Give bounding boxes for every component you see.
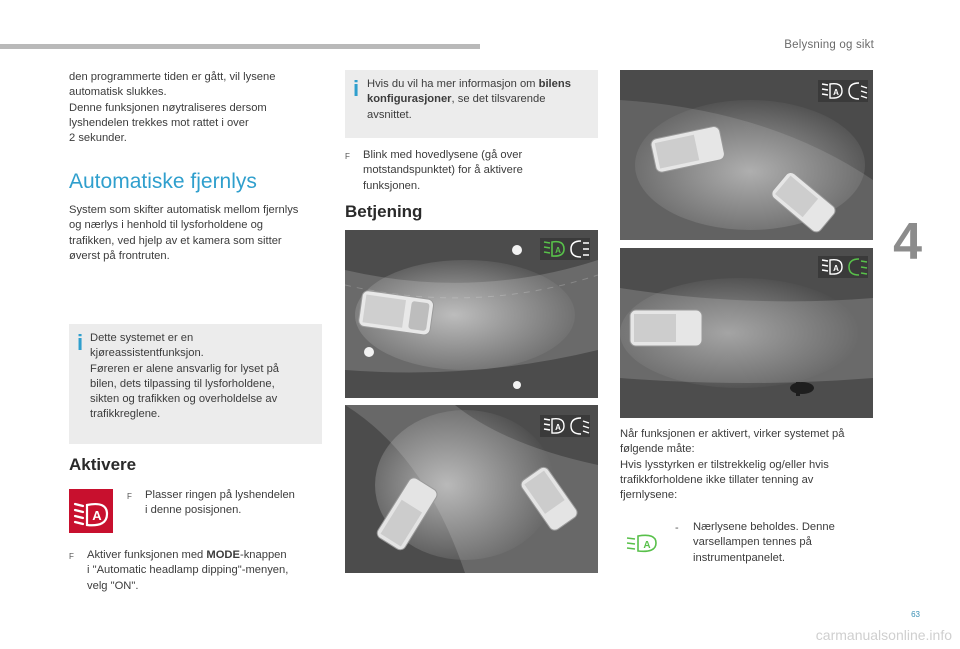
step-1-text: Plasser ringen på lyshendelen i denne posisjonen. bbox=[145, 489, 295, 517]
bullet-marker: F bbox=[345, 152, 350, 161]
heading-activate: Aktivere bbox=[69, 455, 137, 474]
mode-button-label: MODE bbox=[206, 549, 240, 561]
svg-text:A: A bbox=[555, 423, 561, 432]
info-box-configuration bbox=[345, 70, 598, 138]
info-post: , se det tilsvarende avsnittet. bbox=[367, 93, 546, 121]
bullet-marker: F bbox=[127, 492, 132, 501]
step-2 bbox=[69, 548, 324, 594]
info-text bbox=[367, 77, 593, 123]
svg-text:A: A bbox=[643, 540, 651, 551]
illustration-oncoming-vehicle bbox=[345, 405, 598, 573]
illustration-low-beam-street bbox=[620, 248, 873, 418]
dipped-beam-icon bbox=[624, 530, 664, 556]
info-pre: Hvis du vil ha mer informasjon om bbox=[367, 78, 539, 90]
heading-operation: Betjening bbox=[345, 202, 423, 221]
step-2-pre: Aktiver funksjonen med bbox=[87, 549, 207, 561]
watermark: carmanualsonline.info bbox=[815, 627, 952, 643]
info-icon: i bbox=[77, 330, 84, 355]
operation-paragraph: Når funksjonen er aktivert, virker systemet på følgende måte: Hvis lysstyrken er tilstrekkelig og/eller hvis trafikkforholdene ikke tillater tenning av fjernlysene: bbox=[620, 428, 845, 502]
illustration-high-beam-empty-road bbox=[345, 230, 598, 398]
step-2-text bbox=[87, 548, 288, 594]
dipped-beam-text: Nærlysene beholdes. Denne varsellampen tennes på instrumentpanelet. bbox=[693, 521, 835, 564]
info-box-driver-responsibility bbox=[69, 324, 322, 444]
header-rule bbox=[0, 44, 480, 49]
page-number: 63 bbox=[911, 610, 920, 619]
dipped-beam-item bbox=[675, 520, 865, 566]
step-1 bbox=[127, 488, 317, 519]
svg-text:A: A bbox=[833, 264, 839, 273]
intro-text: den programmerte tiden er gått, vil lysene automatisk slukkes. Denne funksjonen nøytraliseres dersom lyshendelen trekkes mot rattet i over 2 sekunder. bbox=[69, 71, 276, 145]
flash-step bbox=[345, 148, 595, 194]
bullet-marker: F bbox=[69, 552, 74, 561]
heading-auto-high-beam: Automatiske fjernlys bbox=[69, 170, 257, 193]
info-bold: bilens konfigurasjoner bbox=[367, 78, 571, 106]
info-icon: i bbox=[353, 76, 360, 101]
svg-text:A: A bbox=[555, 246, 561, 255]
svg-text:A: A bbox=[833, 88, 839, 97]
illustration-vehicle-ahead bbox=[620, 70, 873, 240]
section-title: Belysning og sikt bbox=[784, 39, 874, 51]
auto-headlamp-icon bbox=[69, 489, 113, 533]
flash-step-text: Blink med hovedlysene (gå over motstandspunktet) for å aktivere funksjonen. bbox=[363, 149, 523, 192]
svg-text:A: A bbox=[92, 508, 102, 523]
chapter-number: 4 bbox=[893, 213, 922, 271]
intro-paragraph: System som skifter automatisk mellom fjernlys og nærlys i henhold til lysforholdene og trafikken, ved hjelp av et kamera som sitter øverst på frontruten. bbox=[69, 204, 299, 262]
step-2-post: -knappen i "Automatic headlamp dipping"-menyen, velg "ON". bbox=[87, 549, 289, 592]
info-text: Dette systemet er en kjøreassistentfunksjon. Føreren er alene ansvarlig for lyset på bilen, dets tilpassing til lysforholdene, sikten og trafikken og overholdelse av trafikkreglene. bbox=[90, 332, 280, 421]
dash-marker: - bbox=[675, 522, 679, 534]
